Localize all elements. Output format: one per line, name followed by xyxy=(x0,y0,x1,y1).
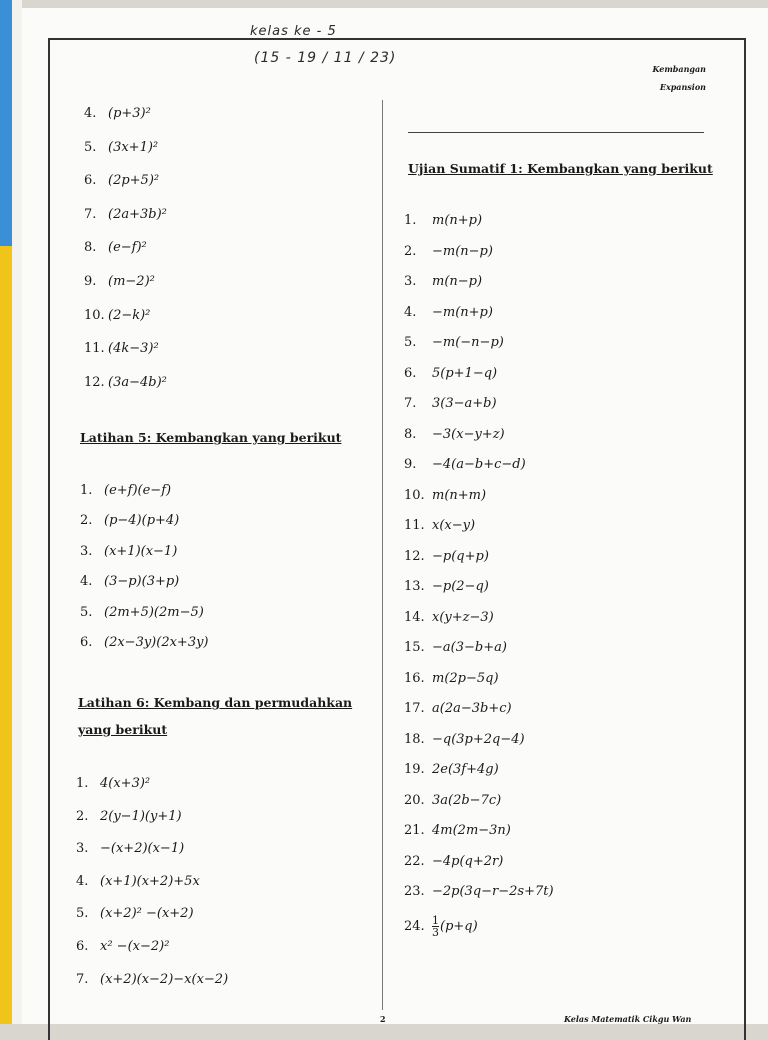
item-number: 2. xyxy=(80,513,93,529)
item-number: 18. xyxy=(404,731,425,747)
item-number: 3. xyxy=(76,841,89,857)
item-number: 8. xyxy=(84,240,97,256)
footer-credit: Kelas Matematik Cikgu Wan xyxy=(564,1014,692,1024)
item-expression: −m(n−p) xyxy=(432,243,493,259)
item-number: 9. xyxy=(404,457,417,472)
item-number: 2. xyxy=(76,808,89,824)
item-number: 17. xyxy=(404,701,425,716)
item-number: 10. xyxy=(404,487,425,503)
item-expression: −a(3−b+a) xyxy=(432,640,507,655)
item-expression: 3a(2b−7c) xyxy=(432,792,502,808)
item-expression: (e−f)² xyxy=(108,240,147,256)
exercise-item xyxy=(84,375,167,390)
exercise-item xyxy=(404,549,489,564)
exercise-item xyxy=(84,274,155,289)
item-expression: 4m(2m−3n) xyxy=(432,823,511,838)
binder-edge xyxy=(0,0,12,1024)
item-expression: m(2p−5q) xyxy=(432,670,499,686)
page-number: 2 xyxy=(380,1014,386,1024)
item-expression: −4p(q+2r) xyxy=(432,853,504,869)
item-expression: x(x−y) xyxy=(432,518,476,533)
item-number: 3. xyxy=(80,543,93,559)
item-expression: (2a+3b)² xyxy=(108,206,167,222)
item-expression: (m−2)² xyxy=(108,274,155,289)
fraction-numerator: 1 xyxy=(432,913,439,927)
item-expression: −q(3p+2q−4) xyxy=(432,731,525,747)
item-expression: x(y+z−3) xyxy=(432,609,494,625)
header-rule xyxy=(408,132,704,133)
page-border xyxy=(48,38,746,1040)
exercise-item xyxy=(80,635,209,650)
exercise-item xyxy=(84,106,151,121)
exercise-item xyxy=(80,544,177,559)
item-number: 5. xyxy=(84,139,97,155)
exercise-item xyxy=(80,605,204,620)
item-expression: (2−k)² xyxy=(108,307,151,323)
item-number: 6. xyxy=(80,635,93,650)
item-expression: −4(a−b+c−d) xyxy=(432,457,526,472)
item-number: 5. xyxy=(404,335,417,350)
exercise-item xyxy=(404,305,493,320)
handwritten-date-note: (15 - 19 / 11 / 23) xyxy=(254,50,397,66)
item-number: 16. xyxy=(404,670,425,686)
exercise-item xyxy=(404,335,504,350)
item-expression: (2x−3y)(2x+3y) xyxy=(104,635,209,650)
exercise-item xyxy=(404,732,525,747)
exercise-item xyxy=(404,366,497,381)
exercise-item xyxy=(404,488,486,503)
item-expression: −2p(3q−r−2s+7t) xyxy=(432,884,554,899)
exercise-item xyxy=(404,854,503,869)
exercise-item xyxy=(76,809,182,824)
exercise-item xyxy=(404,671,499,686)
item-number: 14. xyxy=(404,609,425,625)
item-number: 6. xyxy=(84,173,97,189)
item-expression: (x+2)(x−2)−x(x−2) xyxy=(100,971,229,987)
item-expression: −p(2−q) xyxy=(432,579,489,594)
item-expression: (p−4)(p+4) xyxy=(104,513,180,529)
item-expression: (x+1)(x−1) xyxy=(104,543,178,559)
item-number: 2. xyxy=(404,243,417,259)
item-number: 12. xyxy=(84,374,105,390)
item-number: 9. xyxy=(84,274,97,289)
exercise-item xyxy=(84,240,147,255)
item-expression: −3(x−y+z) xyxy=(432,426,505,442)
exercise-item xyxy=(84,308,150,323)
exercise-item xyxy=(84,207,167,222)
header-title-english: Expansion xyxy=(659,82,706,92)
exercise-item xyxy=(404,701,512,716)
item-number: 6. xyxy=(76,939,89,954)
item-expression: (2p+5)² xyxy=(108,173,160,189)
exercise-item xyxy=(76,776,150,791)
item-number: 15. xyxy=(404,640,425,655)
item-expression: (e+f)(e−f) xyxy=(104,483,172,498)
item-number: 4. xyxy=(404,304,417,320)
item-number: 22. xyxy=(404,853,425,869)
item-number: 20. xyxy=(404,792,425,808)
item-expression: (x+2)² −(x+2) xyxy=(100,906,194,922)
item-number: 3. xyxy=(404,274,417,289)
column-divider xyxy=(382,100,383,1010)
item-number: 4. xyxy=(76,873,89,889)
fraction-denominator: 3 xyxy=(432,925,439,939)
item-number: 5. xyxy=(80,604,93,620)
exercise-item xyxy=(404,427,505,442)
item-number: 1. xyxy=(80,483,93,498)
page-header xyxy=(652,60,706,96)
header-title-malay: Kembangan xyxy=(652,64,706,74)
item-expression: (3−p)(3+p) xyxy=(104,574,180,590)
item-expression: 2e(3f+4g) xyxy=(432,762,499,777)
exercise-item xyxy=(404,640,507,655)
exercise-item xyxy=(404,396,497,411)
item-expression: m(n+p) xyxy=(432,213,483,228)
fraction xyxy=(432,915,439,938)
exercise-item xyxy=(76,972,228,987)
item-number: 1. xyxy=(76,776,89,791)
latihan5-heading: Latihan 5: Kembangkan yang berikut xyxy=(80,430,342,445)
exercise-item xyxy=(76,874,200,889)
exercise-item xyxy=(76,939,169,954)
exercise-item xyxy=(404,213,482,228)
item-expression: −p(q+p) xyxy=(432,548,489,564)
item-expression: (4k−3)² xyxy=(108,341,159,357)
item-expression: m(n+m) xyxy=(432,487,487,503)
item-number: 7. xyxy=(404,396,417,411)
item-number: 24. xyxy=(404,918,425,934)
exercise-item xyxy=(84,341,159,356)
item-expression: (3a−4b)² xyxy=(108,374,167,390)
item-number: 11. xyxy=(404,518,425,533)
exercise-item xyxy=(84,140,158,155)
latihan6-heading: Latihan 6: Kembang dan permudahkan yang berikut xyxy=(78,695,353,737)
exercise-item xyxy=(404,884,554,899)
item-expression: (p+q) xyxy=(440,918,478,934)
exercise-item xyxy=(404,762,499,777)
exercise-item xyxy=(80,483,171,498)
exercise-item xyxy=(404,518,475,533)
item-expression: 5(p+1−q) xyxy=(432,365,498,381)
item-number: 5. xyxy=(76,906,89,922)
ujian-sumatif-heading: Ujian Sumatif 1: Kembangkan yang berikut xyxy=(408,161,713,176)
exercise-item xyxy=(76,906,194,921)
item-number: 19. xyxy=(404,762,425,777)
item-number: 7. xyxy=(84,206,97,222)
item-number: 1. xyxy=(404,213,417,228)
item-expression: a(2a−3b+c) xyxy=(432,701,512,716)
item-expression: 2(y−1)(y+1) xyxy=(100,808,182,824)
item-number: 6. xyxy=(404,365,417,381)
item-expression: (p+3)² xyxy=(108,106,151,121)
exercise-item xyxy=(80,513,179,528)
item-expression: 4(x+3)² xyxy=(100,776,151,791)
exercise-item xyxy=(404,915,478,938)
item-number: 11. xyxy=(84,341,105,357)
item-expression: (3x+1)² xyxy=(108,139,159,155)
item-number: 12. xyxy=(404,548,425,564)
exercise-item xyxy=(404,274,482,289)
item-expression: (x+1)(x+2)+5x xyxy=(100,873,200,889)
item-expression: x² −(x−2)² xyxy=(100,939,170,954)
exercise-item xyxy=(404,457,526,472)
item-number: 4. xyxy=(80,574,93,590)
item-number: 13. xyxy=(404,579,425,594)
exercise-item xyxy=(80,574,179,589)
item-expression: −m(−n−p) xyxy=(432,335,504,350)
item-number: 23. xyxy=(404,884,425,899)
item-expression: m(n−p) xyxy=(432,274,483,289)
item-number: 21. xyxy=(404,823,425,838)
item-expression: −(x+2)(x−1) xyxy=(100,841,185,857)
item-expression: (2m+5)(2m−5) xyxy=(104,604,204,620)
exercise-item xyxy=(404,793,501,808)
item-number: 4. xyxy=(84,106,97,121)
exercise-item xyxy=(404,823,511,838)
item-number: 10. xyxy=(84,307,105,323)
exercise-item xyxy=(76,841,184,856)
item-expression: −m(n+p) xyxy=(432,304,493,320)
item-expression: 3(3−a+b) xyxy=(432,396,497,411)
exercise-item xyxy=(404,579,489,594)
exercise-item xyxy=(84,173,159,188)
exercise-item xyxy=(404,244,493,259)
binder-edge-white xyxy=(12,0,22,1024)
item-number: 7. xyxy=(76,971,89,987)
item-number: 8. xyxy=(404,426,417,442)
exercise-item xyxy=(404,610,494,625)
handwritten-class-note: kelas ke - 5 xyxy=(250,24,337,39)
